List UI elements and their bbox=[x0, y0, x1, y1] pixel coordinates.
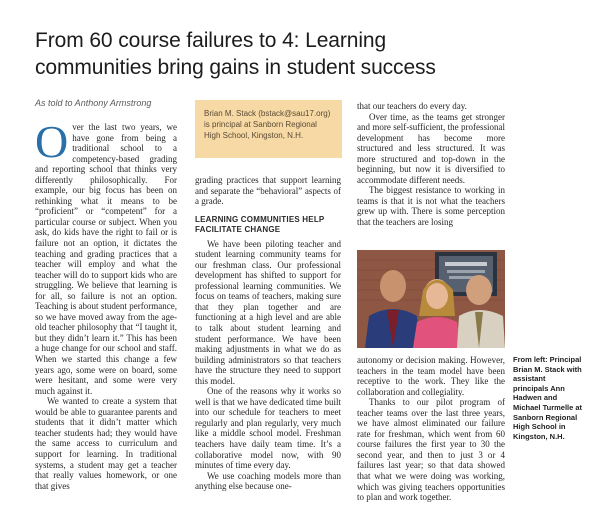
author-callout-box bbox=[195, 100, 342, 158]
section-subhead: LEARNING COMMUNITIES HELP FACILITATE CHANGE bbox=[195, 214, 325, 234]
paragraph: Over time, as the teams get stronger and more self-sufficient, the professional development has become more structured and less structured. It was more structured and top-down in the beginning, but now it is diversified to accommodate different needs. bbox=[357, 111, 505, 185]
opening-paragraph-text: ver the last two years, we have gone from being a traditional school to a competency-based grading and reporting school that thinks very differently philosophically. For example, our big focus has been on rethinking what it means to be “proficient” or “competent” for a particular course or subject. When you ask, do kids have the right to fail or is failure not an option, it dictates the teaching and grading practices that a teacher will employ and what the teacher will do to support kids who are struggling. We believe that learning is for all, so failure is not an option. Teaching is about student performance, so we have moved away from the age-old teacher philosophy that “I taught it, but they didn’t learn it.” This has been a huge change for our school and staff. When we started this change a few years ago, some were on board, some were hesitant, and some were very much against it. bbox=[35, 122, 177, 396]
paragraph: One of the reasons why it works so well is that we have dedicated time built into our schedule for teachers to meet regularly and plan regularly, very much like a middle school model. Freshman teachers have daily team time. It’s a collaborative model now, with 90 minutes of time every day. bbox=[195, 386, 341, 471]
paragraph: The biggest resistance to working in teams is that it is not what the teachers grew up with. There is some perception that the teachers are losing bbox=[357, 185, 505, 228]
staff-photo bbox=[357, 250, 505, 348]
article-byline: As told to Anthony Armstrong bbox=[35, 98, 152, 108]
paragraph: autonomy or decision making. However, teachers in the team model have been receptive to the work. They like the collaboration and collegiality. bbox=[357, 355, 505, 397]
paragraph: Thanks to our pilot program of teacher teams over the last three years, we have almost eliminated our failure rate for freshman, which went from 60 course failures the first year to 30 the second year, and then to just 3 or 4 failures last year; so that data showed that what we were doing was working, which was giving teachers opportunities to plan and work together. bbox=[357, 397, 505, 503]
text-column-1 bbox=[35, 116, 177, 491]
paragraph: We wanted to create a system that would be able to guarantee parents and students that it didn’t matter which teacher students had; they would have the same access to curriculum and support for learning. In traditional systems, a student may get a teacher that really values homework, or one that gives bbox=[35, 396, 177, 491]
photo-caption-text: From left: Principal Brian M. Stack with assistant principals Ann Hadwen and Michael Turmelle at Sanborn Regional High School in Kingston, N.H. bbox=[513, 355, 583, 441]
text-column-3-top bbox=[357, 101, 505, 228]
paragraph: that our teachers do every day. bbox=[357, 101, 467, 111]
paragraph: grading practices that support learning and separate the “behavioral” aspects of a grade. bbox=[195, 175, 341, 207]
photo-caption bbox=[513, 355, 583, 441]
opening-paragraph bbox=[35, 116, 177, 396]
article-headline: From 60 course failures to 4: Learning communities bring gains in student success bbox=[35, 29, 436, 79]
author-bio: Brian M. Stack (bstack@sau17.org) is principal at Sanborn Regional High School, Kingston, N.H. bbox=[204, 109, 331, 140]
text-column-3-bottom bbox=[357, 355, 505, 503]
text-column-2 bbox=[195, 175, 341, 492]
paragraph: We have been piloting teacher and student learning community teams for our freshman class. Our professional development has shifted to support for professional learning communities. We focus on teams of teachers, making sure that they plan together and are functioning at a high level and are able to talk about student learning and student performance. We have been making adjustments in what we do as building administrators so that teachers have the structure they need to support this model. bbox=[195, 238, 341, 386]
drop-cap: O bbox=[35, 116, 69, 167]
paragraph: We use coaching models more than anything else because one- bbox=[195, 470, 341, 492]
